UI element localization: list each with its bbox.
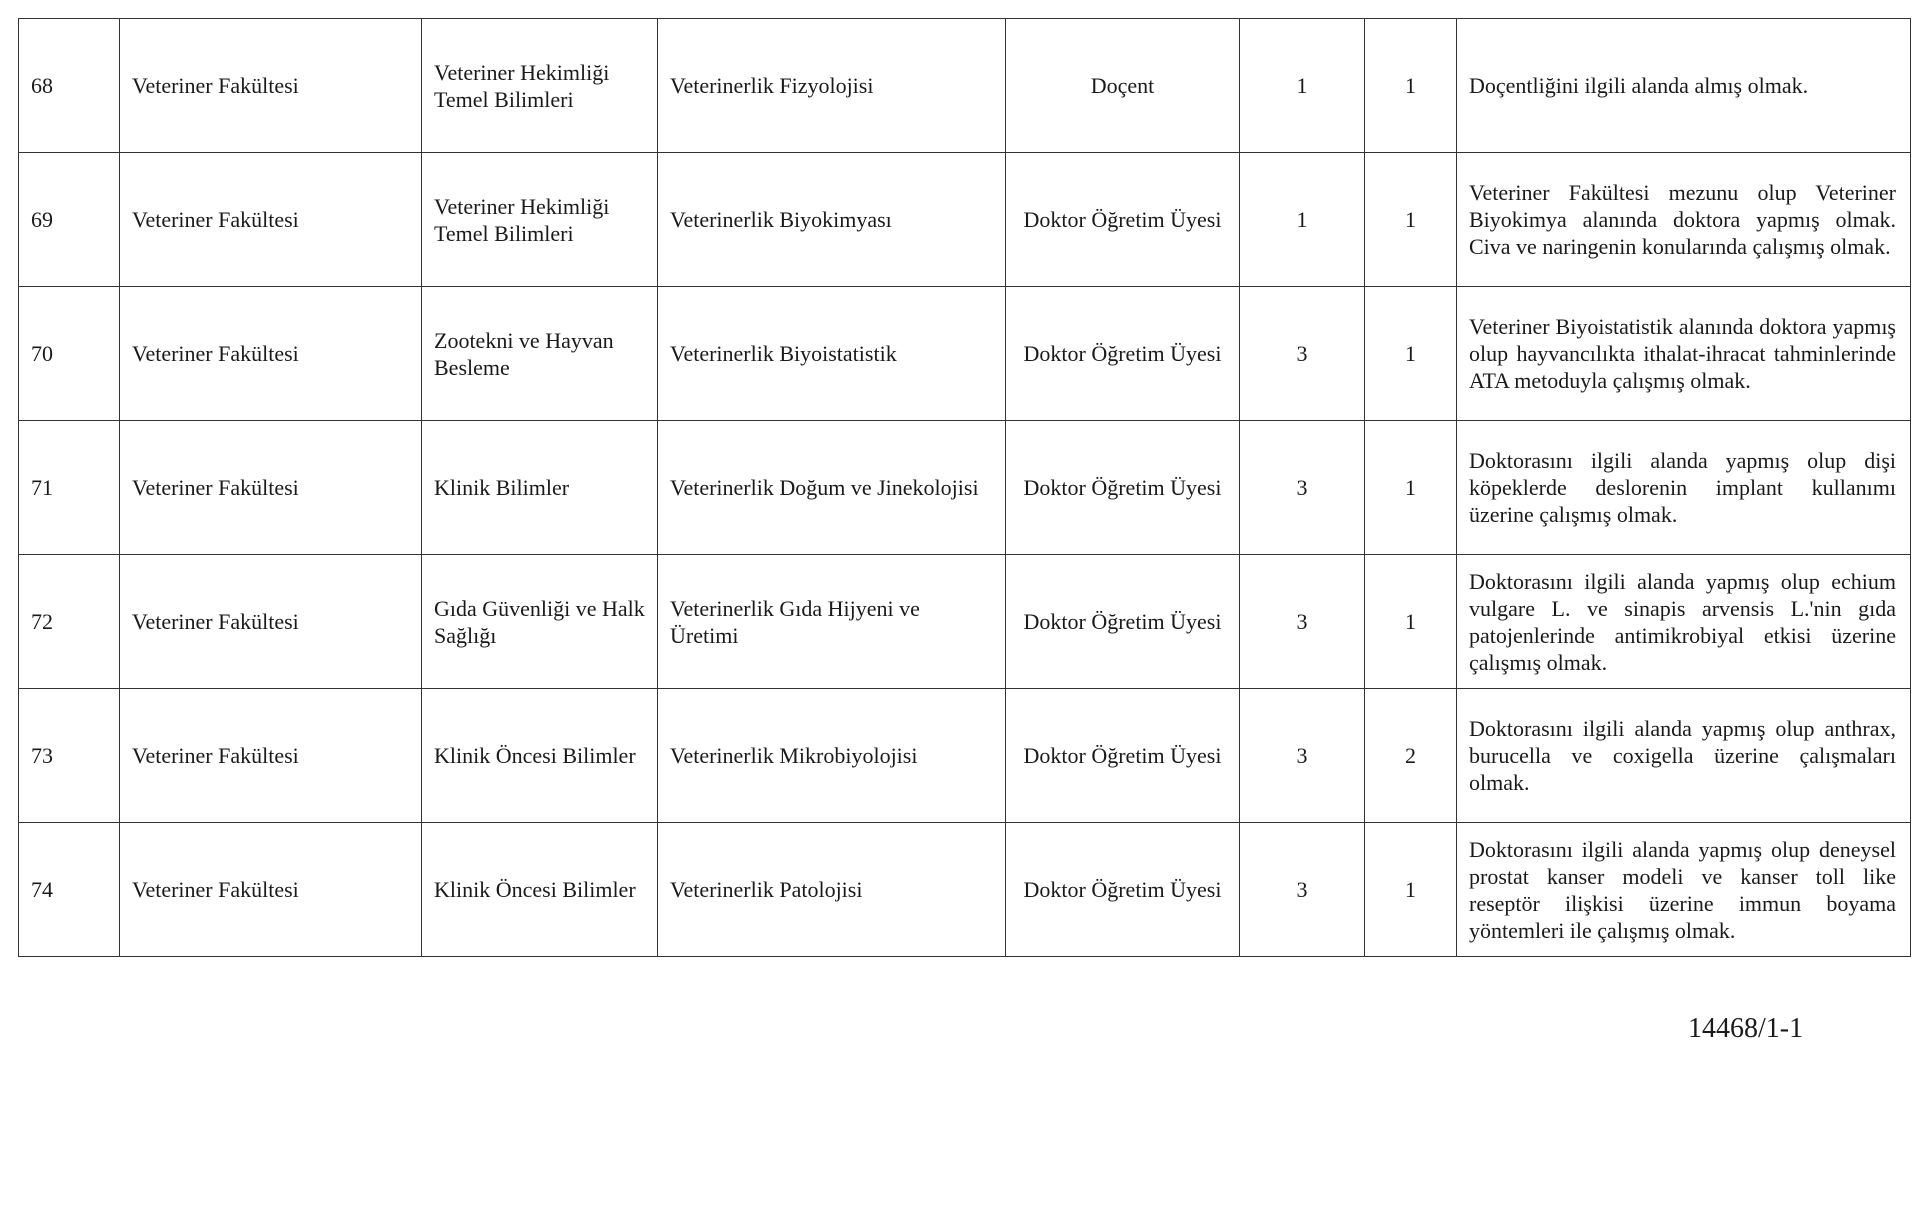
table-row bbox=[19, 153, 1911, 287]
cell-count: 1 bbox=[1365, 555, 1457, 689]
cell-requirement: Veteriner Biyoistatistik alanında doktora yapmış olup hayvancılıkta ithalat-ihracat tahminlerinde ATA metoduyla çalışmış olmak. bbox=[1457, 287, 1911, 421]
cell-row-number: 71 bbox=[19, 421, 120, 555]
cell-title: Doktor Öğretim Üyesi bbox=[1006, 421, 1240, 555]
cell-program: Veterinerlik Patolojisi bbox=[658, 823, 1006, 957]
cell-faculty: Veteriner Fakültesi bbox=[120, 689, 422, 823]
cell-requirement: Doktorasını ilgili alanda yapmış olup anthrax, burucella ve coxigella üzerine çalışmaları olmak. bbox=[1457, 689, 1911, 823]
cell-department: Veteriner Hekimliği Temel Bilimleri bbox=[422, 153, 658, 287]
cell-requirement: Doktorasını ilgili alanda yapmış olup echium vulgare L. ve sinapis arvensis L.'nin gıda patojenlerinde antimikrobiyal etkisi üzerine çalışmış olmak. bbox=[1457, 555, 1911, 689]
cell-faculty: Veteriner Fakültesi bbox=[120, 555, 422, 689]
cell-row-number: 69 bbox=[19, 153, 120, 287]
cell-program: Veterinerlik Biyokimyası bbox=[658, 153, 1006, 287]
cell-row-number: 70 bbox=[19, 287, 120, 421]
cell-department: Klinik Öncesi Bilimler bbox=[422, 689, 658, 823]
cell-row-number: 68 bbox=[19, 19, 120, 153]
cell-faculty: Veteriner Fakültesi bbox=[120, 823, 422, 957]
cell-department: Veteriner Hekimliği Temel Bilimleri bbox=[422, 19, 658, 153]
table-row bbox=[19, 421, 1911, 555]
cell-row-number: 74 bbox=[19, 823, 120, 957]
cell-degree: 3 bbox=[1240, 287, 1365, 421]
cell-count: 1 bbox=[1365, 421, 1457, 555]
cell-title: Doktor Öğretim Üyesi bbox=[1006, 555, 1240, 689]
cell-count: 1 bbox=[1365, 823, 1457, 957]
cell-degree: 1 bbox=[1240, 19, 1365, 153]
cell-degree: 3 bbox=[1240, 421, 1365, 555]
cell-faculty: Veteriner Fakültesi bbox=[120, 421, 422, 555]
cell-row-number: 73 bbox=[19, 689, 120, 823]
cell-count: 1 bbox=[1365, 19, 1457, 153]
cell-degree: 3 bbox=[1240, 555, 1365, 689]
cell-requirement: Doktorasını ilgili alanda yapmış olup deneysel prostat kanser modeli ve kanser toll like reseptör ilişkisi üzerine immun boyama yöntemleri ile çalışmış olmak. bbox=[1457, 823, 1911, 957]
table-row bbox=[19, 555, 1911, 689]
cell-requirement: Veteriner Fakültesi mezunu olup Veteriner Biyokimya alanında doktora yapmış olmak. Civa ve naringenin konularında çalışmış olmak. bbox=[1457, 153, 1911, 287]
table-body bbox=[19, 19, 1911, 957]
cell-title: Doçent bbox=[1006, 19, 1240, 153]
cell-count: 1 bbox=[1365, 287, 1457, 421]
cell-count: 1 bbox=[1365, 153, 1457, 287]
cell-faculty: Veteriner Fakültesi bbox=[120, 19, 422, 153]
cell-department: Zootekni ve Hayvan Besleme bbox=[422, 287, 658, 421]
cell-program: Veterinerlik Fizyolojisi bbox=[658, 19, 1006, 153]
cell-title: Doktor Öğretim Üyesi bbox=[1006, 823, 1240, 957]
cell-faculty: Veteriner Fakültesi bbox=[120, 153, 422, 287]
page-number: 14468/1-1 bbox=[1688, 1013, 1804, 1044]
cell-degree: 1 bbox=[1240, 153, 1365, 287]
cell-count: 2 bbox=[1365, 689, 1457, 823]
cell-program: Veterinerlik Doğum ve Jinekolojisi bbox=[658, 421, 1006, 555]
cell-title: Doktor Öğretim Üyesi bbox=[1006, 153, 1240, 287]
cell-title: Doktor Öğretim Üyesi bbox=[1006, 287, 1240, 421]
cell-title: Doktor Öğretim Üyesi bbox=[1006, 689, 1240, 823]
cell-department: Klinik Bilimler bbox=[422, 421, 658, 555]
cell-degree: 3 bbox=[1240, 823, 1365, 957]
positions-table bbox=[18, 18, 1911, 957]
cell-program: Veterinerlik Biyoistatistik bbox=[658, 287, 1006, 421]
cell-program: Veterinerlik Gıda Hijyeni ve Üretimi bbox=[658, 555, 1006, 689]
cell-department: Klinik Öncesi Bilimler bbox=[422, 823, 658, 957]
cell-requirement: Doçentliğini ilgili alanda almış olmak. bbox=[1457, 19, 1911, 153]
cell-row-number: 72 bbox=[19, 555, 120, 689]
cell-requirement: Doktorasını ilgili alanda yapmış olup dişi köpeklerde deslorenin implant kullanımı üzerine çalışmış olmak. bbox=[1457, 421, 1911, 555]
cell-degree: 3 bbox=[1240, 689, 1365, 823]
table-row bbox=[19, 823, 1911, 957]
cell-faculty: Veteriner Fakültesi bbox=[120, 287, 422, 421]
cell-program: Veterinerlik Mikrobiyolojisi bbox=[658, 689, 1006, 823]
table-row bbox=[19, 19, 1911, 153]
table-row bbox=[19, 287, 1911, 421]
cell-department: Gıda Güvenliği ve Halk Sağlığı bbox=[422, 555, 658, 689]
table-row bbox=[19, 689, 1911, 823]
